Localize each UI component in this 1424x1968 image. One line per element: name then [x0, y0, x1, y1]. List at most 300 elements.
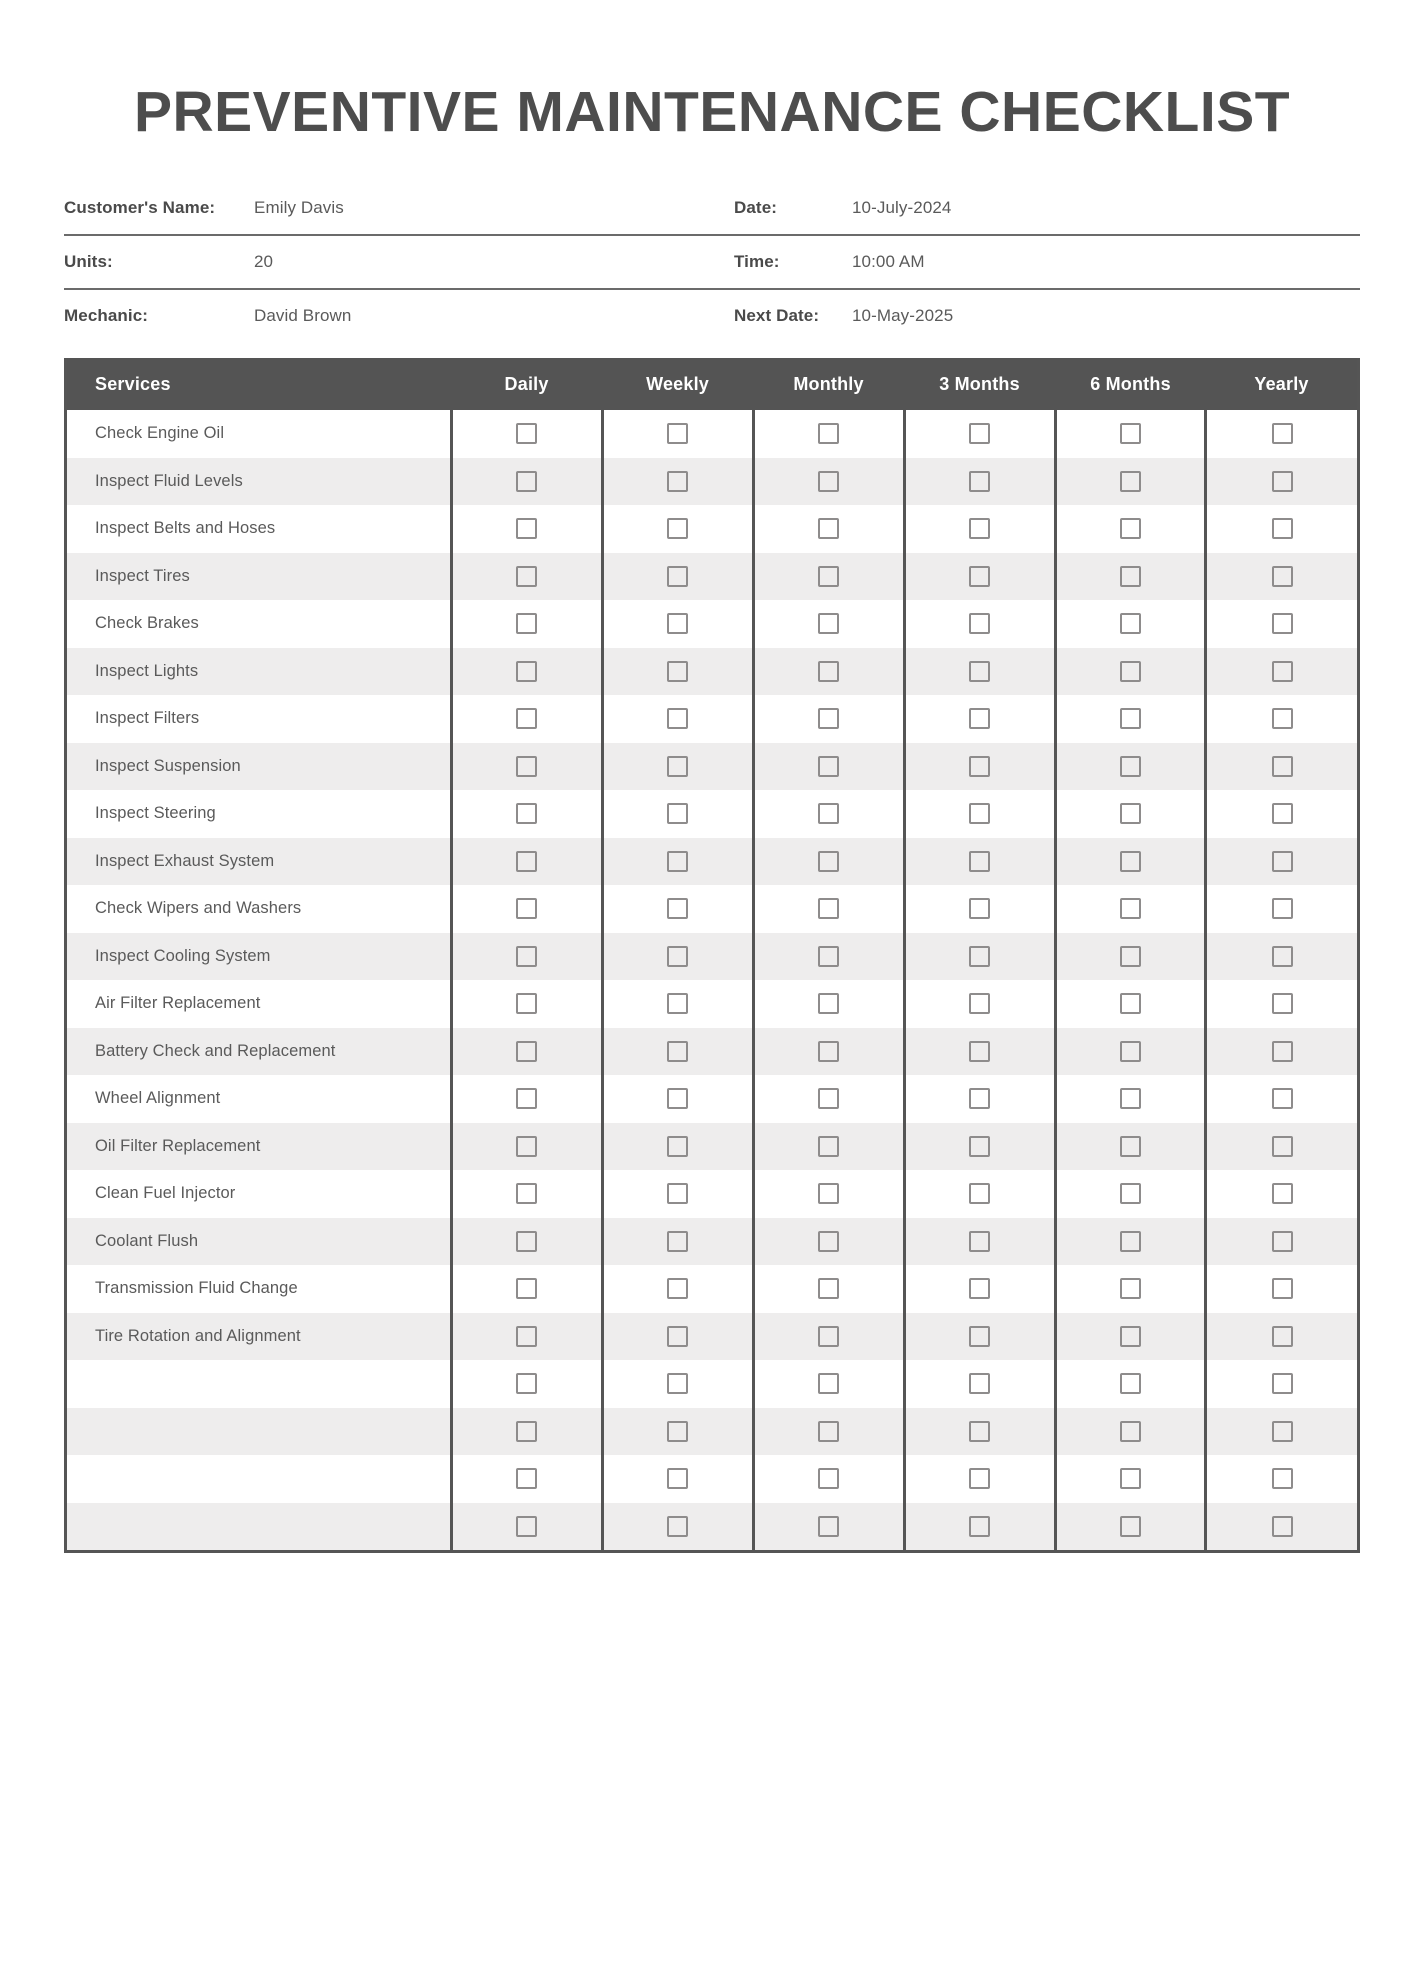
checkbox-cell[interactable] [1055, 1218, 1206, 1266]
checkbox-icon[interactable] [667, 1088, 688, 1109]
checkbox-icon[interactable] [969, 946, 990, 967]
checkbox-cell[interactable] [1055, 1123, 1206, 1171]
checkbox-icon[interactable] [818, 756, 839, 777]
checkbox-cell[interactable] [1055, 933, 1206, 981]
checkbox-cell[interactable] [451, 1360, 602, 1408]
checkbox-icon[interactable] [1120, 756, 1141, 777]
checkbox-cell[interactable] [1055, 1313, 1206, 1361]
checkbox-cell[interactable] [1206, 1170, 1357, 1218]
checkbox-cell[interactable] [602, 600, 753, 648]
checkbox-icon[interactable] [1272, 1183, 1293, 1204]
checkbox-icon[interactable] [969, 1373, 990, 1394]
checkbox-cell[interactable] [753, 1265, 904, 1313]
checkbox-icon[interactable] [969, 661, 990, 682]
checkbox-icon[interactable] [1272, 1421, 1293, 1442]
checkbox-cell[interactable] [602, 1123, 753, 1171]
checkbox-cell[interactable] [451, 695, 602, 743]
checkbox-cell[interactable] [1206, 1408, 1357, 1456]
checkbox-icon[interactable] [516, 423, 537, 444]
checkbox-cell[interactable] [451, 838, 602, 886]
checkbox-cell[interactable] [904, 1170, 1055, 1218]
checkbox-icon[interactable] [969, 898, 990, 919]
checkbox-icon[interactable] [818, 1183, 839, 1204]
checkbox-icon[interactable] [969, 423, 990, 444]
checkbox-icon[interactable] [516, 898, 537, 919]
checkbox-icon[interactable] [667, 1041, 688, 1062]
checkbox-cell[interactable] [602, 1218, 753, 1266]
checkbox-cell[interactable] [753, 695, 904, 743]
checkbox-icon[interactable] [1272, 1136, 1293, 1157]
info-cell-left [64, 252, 734, 272]
checkbox-icon[interactable] [1272, 1516, 1293, 1537]
checkbox-icon[interactable] [1272, 566, 1293, 587]
checkbox-icon[interactable] [667, 1468, 688, 1489]
checkbox-cell[interactable] [1055, 1455, 1206, 1503]
checkbox-cell[interactable] [1206, 790, 1357, 838]
checkbox-cell[interactable] [602, 838, 753, 886]
checkbox-icon[interactable] [667, 708, 688, 729]
checkbox-icon[interactable] [1120, 1326, 1141, 1347]
checkbox-cell[interactable] [904, 600, 1055, 648]
checkbox-icon[interactable] [516, 471, 537, 492]
table-row [67, 1503, 1357, 1551]
checkbox-cell[interactable] [451, 1455, 602, 1503]
checkbox-icon[interactable] [516, 1183, 537, 1204]
checkbox-icon[interactable] [1120, 708, 1141, 729]
checkbox-icon[interactable] [667, 1373, 688, 1394]
checkbox-icon[interactable] [1120, 423, 1141, 444]
checkbox-cell[interactable] [1206, 885, 1357, 933]
checkbox-cell[interactable] [1055, 553, 1206, 601]
checkbox-icon[interactable] [1120, 1516, 1141, 1537]
checkbox-cell[interactable] [753, 648, 904, 696]
checkbox-cell[interactable] [753, 1028, 904, 1076]
checkbox-icon[interactable] [818, 1373, 839, 1394]
checkbox-cell[interactable] [753, 1218, 904, 1266]
checkbox-icon[interactable] [667, 1421, 688, 1442]
service-name-cell: Check Engine Oil [67, 410, 451, 458]
checkbox-icon[interactable] [969, 1041, 990, 1062]
checkbox-icon[interactable] [516, 1373, 537, 1394]
checkbox-cell[interactable] [602, 1455, 753, 1503]
checkbox-icon[interactable] [1120, 1231, 1141, 1252]
checkbox-cell[interactable] [602, 553, 753, 601]
checkbox-cell[interactable] [451, 980, 602, 1028]
checkbox-cell[interactable] [602, 410, 753, 458]
checkbox-icon[interactable] [818, 1278, 839, 1299]
checkbox-icon[interactable] [969, 1088, 990, 1109]
checkbox-icon[interactable] [1120, 1136, 1141, 1157]
checkbox-cell[interactable] [753, 410, 904, 458]
checkbox-cell[interactable] [904, 410, 1055, 458]
checkbox-icon[interactable] [516, 1231, 537, 1252]
checkbox-icon[interactable] [818, 803, 839, 824]
checkbox-icon[interactable] [667, 946, 688, 967]
checkbox-cell[interactable] [1055, 1265, 1206, 1313]
checkbox-cell[interactable] [602, 790, 753, 838]
checkbox-cell[interactable] [451, 743, 602, 791]
checkbox-icon[interactable] [969, 566, 990, 587]
checkbox-cell[interactable] [1206, 1028, 1357, 1076]
checkbox-icon[interactable] [1272, 756, 1293, 777]
checkbox-icon[interactable] [969, 708, 990, 729]
checkbox-icon[interactable] [818, 851, 839, 872]
checkbox-icon[interactable] [516, 1278, 537, 1299]
checkbox-icon[interactable] [969, 518, 990, 539]
checkbox-cell[interactable] [753, 1408, 904, 1456]
checkbox-cell[interactable] [1206, 1075, 1357, 1123]
service-name-cell: Check Wipers and Washers [67, 885, 451, 933]
checkbox-cell[interactable] [451, 1028, 602, 1076]
checkbox-icon[interactable] [516, 1088, 537, 1109]
checkbox-cell[interactable] [753, 600, 904, 648]
checkbox-icon[interactable] [1272, 708, 1293, 729]
checkbox-icon[interactable] [1120, 803, 1141, 824]
checkbox-icon[interactable] [1272, 471, 1293, 492]
checkbox-cell[interactable] [451, 1503, 602, 1551]
checkbox-cell[interactable] [1206, 1313, 1357, 1361]
checkbox-cell[interactable] [753, 933, 904, 981]
checkbox-cell[interactable] [451, 458, 602, 506]
info-value[interactable]: 10-July-2024 [852, 198, 952, 217]
checkbox-cell[interactable] [1055, 1075, 1206, 1123]
checkbox-cell[interactable] [602, 980, 753, 1028]
info-value[interactable]: Emily Davis [254, 198, 344, 217]
checkbox-cell[interactable] [1206, 980, 1357, 1028]
checkbox-cell[interactable] [1206, 1360, 1357, 1408]
checkbox-icon[interactable] [969, 803, 990, 824]
checkbox-cell[interactable] [602, 1028, 753, 1076]
checkbox-cell[interactable] [1206, 838, 1357, 886]
checkbox-icon[interactable] [818, 566, 839, 587]
checkbox-cell[interactable] [1206, 410, 1357, 458]
checkbox-cell[interactable] [1206, 933, 1357, 981]
checkbox-icon[interactable] [1120, 851, 1141, 872]
checkbox-icon[interactable] [1272, 661, 1293, 682]
checkbox-icon[interactable] [818, 1421, 839, 1442]
checkbox-icon[interactable] [818, 1326, 839, 1347]
checkbox-cell[interactable] [602, 1503, 753, 1551]
checkbox-icon[interactable] [516, 803, 537, 824]
checkbox-cell[interactable] [904, 695, 1055, 743]
checkbox-cell[interactable] [602, 933, 753, 981]
checkbox-icon[interactable] [667, 851, 688, 872]
checkbox-icon[interactable] [1120, 1468, 1141, 1489]
checkbox-icon[interactable] [1120, 898, 1141, 919]
checkbox-icon[interactable] [667, 1278, 688, 1299]
checkbox-cell[interactable] [602, 505, 753, 553]
checkbox-cell[interactable] [602, 743, 753, 791]
checkbox-icon[interactable] [667, 803, 688, 824]
checkbox-cell[interactable] [1055, 790, 1206, 838]
info-cell-right [734, 198, 1360, 218]
checkbox-icon[interactable] [969, 1231, 990, 1252]
checkbox-icon[interactable] [818, 423, 839, 444]
checkbox-cell[interactable] [753, 1455, 904, 1503]
checkbox-cell[interactable] [1206, 1218, 1357, 1266]
checkbox-cell[interactable] [1055, 980, 1206, 1028]
checkbox-icon[interactable] [969, 471, 990, 492]
checkbox-cell[interactable] [1206, 1123, 1357, 1171]
checkbox-icon[interactable] [667, 756, 688, 777]
checkbox-cell[interactable] [451, 1123, 602, 1171]
checkbox-icon[interactable] [1272, 1468, 1293, 1489]
checkbox-cell[interactable] [904, 1313, 1055, 1361]
checkbox-icon[interactable] [818, 1136, 839, 1157]
checkbox-cell[interactable] [451, 933, 602, 981]
checkbox-cell[interactable] [1206, 505, 1357, 553]
checkbox-cell[interactable] [753, 1313, 904, 1361]
checkbox-icon[interactable] [516, 993, 537, 1014]
checkbox-icon[interactable] [667, 613, 688, 634]
checkbox-icon[interactable] [818, 898, 839, 919]
checkbox-cell[interactable] [1055, 1408, 1206, 1456]
checkbox-icon[interactable] [1272, 613, 1293, 634]
checkbox-icon[interactable] [1120, 993, 1141, 1014]
checkbox-icon[interactable] [667, 1516, 688, 1537]
checkbox-icon[interactable] [969, 1516, 990, 1537]
checkbox-icon[interactable] [1120, 1088, 1141, 1109]
checkbox-cell[interactable] [753, 1075, 904, 1123]
checkbox-cell[interactable] [602, 1075, 753, 1123]
checkbox-cell[interactable] [1055, 1028, 1206, 1076]
info-value[interactable]: David Brown [254, 306, 352, 325]
info-value[interactable]: 10-May-2025 [852, 306, 954, 325]
checkbox-cell[interactable] [1055, 410, 1206, 458]
checkbox-icon[interactable] [969, 1183, 990, 1204]
checkbox-icon[interactable] [1120, 1421, 1141, 1442]
checkbox-cell[interactable] [904, 1028, 1055, 1076]
checkbox-cell[interactable] [1055, 695, 1206, 743]
checkbox-cell[interactable] [1055, 1503, 1206, 1551]
checkbox-icon[interactable] [667, 1183, 688, 1204]
checkbox-icon[interactable] [516, 1468, 537, 1489]
checkbox-icon[interactable] [516, 1326, 537, 1347]
checkbox-cell[interactable] [1206, 695, 1357, 743]
checkbox-cell[interactable] [904, 933, 1055, 981]
checkbox-icon[interactable] [1120, 613, 1141, 634]
checkbox-cell[interactable] [602, 885, 753, 933]
checkbox-icon[interactable] [516, 851, 537, 872]
checkbox-cell[interactable] [1055, 505, 1206, 553]
checkbox-icon[interactable] [667, 993, 688, 1014]
checkbox-cell[interactable] [904, 1075, 1055, 1123]
checkbox-cell[interactable] [904, 838, 1055, 886]
checkbox-cell[interactable] [451, 885, 602, 933]
checkbox-icon[interactable] [1272, 946, 1293, 967]
checkbox-icon[interactable] [516, 613, 537, 634]
checkbox-icon[interactable] [516, 518, 537, 539]
checkbox-icon[interactable] [1272, 1231, 1293, 1252]
checkbox-icon[interactable] [1272, 423, 1293, 444]
checkbox-icon[interactable] [818, 993, 839, 1014]
checkbox-cell[interactable] [904, 648, 1055, 696]
checkbox-cell[interactable] [451, 648, 602, 696]
checkbox-cell[interactable] [1206, 648, 1357, 696]
info-value[interactable]: 20 [254, 252, 274, 271]
checkbox-icon[interactable] [516, 661, 537, 682]
checkbox-icon[interactable] [818, 518, 839, 539]
checkbox-icon[interactable] [969, 1468, 990, 1489]
checkbox-icon[interactable] [818, 1088, 839, 1109]
checkbox-icon[interactable] [1120, 471, 1141, 492]
checkbox-cell[interactable] [451, 505, 602, 553]
checkbox-icon[interactable] [516, 1136, 537, 1157]
checkbox-cell[interactable] [904, 1503, 1055, 1551]
checkbox-cell[interactable] [1055, 743, 1206, 791]
checkbox-cell[interactable] [904, 1218, 1055, 1266]
checkbox-cell[interactable] [451, 1170, 602, 1218]
checkbox-cell[interactable] [1206, 1455, 1357, 1503]
checkbox-cell[interactable] [904, 885, 1055, 933]
checkbox-cell[interactable] [602, 1408, 753, 1456]
checkbox-cell[interactable] [904, 790, 1055, 838]
checkbox-icon[interactable] [1120, 566, 1141, 587]
checkbox-icon[interactable] [667, 1136, 688, 1157]
checkbox-icon[interactable] [516, 1516, 537, 1537]
checkbox-icon[interactable] [1120, 518, 1141, 539]
checkbox-cell[interactable] [904, 458, 1055, 506]
checkbox-cell[interactable] [753, 743, 904, 791]
checkbox-cell[interactable] [1055, 648, 1206, 696]
checkbox-cell[interactable] [1055, 1360, 1206, 1408]
checkbox-icon[interactable] [818, 661, 839, 682]
checkbox-icon[interactable] [1120, 946, 1141, 967]
checkbox-icon[interactable] [1272, 1373, 1293, 1394]
checkbox-cell[interactable] [904, 980, 1055, 1028]
checkbox-cell[interactable] [1206, 600, 1357, 648]
checkbox-cell[interactable] [753, 1170, 904, 1218]
checkbox-cell[interactable] [1206, 1503, 1357, 1551]
checkbox-cell[interactable] [904, 1455, 1055, 1503]
checkbox-icon[interactable] [516, 708, 537, 729]
checkbox-icon[interactable] [818, 1516, 839, 1537]
checkbox-cell[interactable] [753, 1360, 904, 1408]
checkbox-cell[interactable] [1055, 885, 1206, 933]
checkbox-cell[interactable] [753, 980, 904, 1028]
checkbox-cell[interactable] [904, 505, 1055, 553]
checklist-table-wrapper [64, 358, 1360, 1553]
checkbox-cell[interactable] [753, 1123, 904, 1171]
checkbox-icon[interactable] [667, 566, 688, 587]
checkbox-cell[interactable] [602, 1170, 753, 1218]
checkbox-cell[interactable] [753, 838, 904, 886]
checkbox-icon[interactable] [516, 756, 537, 777]
checkbox-cell[interactable] [1206, 458, 1357, 506]
checkbox-cell[interactable] [753, 1503, 904, 1551]
checkbox-cell[interactable] [1206, 553, 1357, 601]
checkbox-icon[interactable] [667, 898, 688, 919]
checkbox-icon[interactable] [818, 946, 839, 967]
checkbox-icon[interactable] [969, 851, 990, 872]
checkbox-cell[interactable] [1055, 458, 1206, 506]
checkbox-cell[interactable] [451, 1313, 602, 1361]
checkbox-cell[interactable] [602, 695, 753, 743]
checkbox-icon[interactable] [1120, 1373, 1141, 1394]
checkbox-icon[interactable] [1120, 1041, 1141, 1062]
checkbox-cell[interactable] [602, 1360, 753, 1408]
checkbox-icon[interactable] [1272, 803, 1293, 824]
checkbox-icon[interactable] [1120, 661, 1141, 682]
checkbox-icon[interactable] [1120, 1278, 1141, 1299]
info-value[interactable]: 10:00 AM [852, 252, 925, 271]
checkbox-icon[interactable] [969, 1421, 990, 1442]
checkbox-cell[interactable] [1055, 838, 1206, 886]
checkbox-cell[interactable] [451, 1075, 602, 1123]
checkbox-icon[interactable] [969, 993, 990, 1014]
checkbox-icon[interactable] [516, 946, 537, 967]
checkbox-icon[interactable] [818, 708, 839, 729]
checkbox-cell[interactable] [904, 1265, 1055, 1313]
checkbox-cell[interactable] [602, 1265, 753, 1313]
checkbox-icon[interactable] [969, 1278, 990, 1299]
checkbox-cell[interactable] [451, 553, 602, 601]
checkbox-cell[interactable] [904, 1360, 1055, 1408]
checkbox-cell[interactable] [753, 505, 904, 553]
checkbox-cell[interactable] [753, 885, 904, 933]
checkbox-icon[interactable] [1272, 1041, 1293, 1062]
checkbox-cell[interactable] [451, 790, 602, 838]
checkbox-icon[interactable] [667, 471, 688, 492]
checkbox-icon[interactable] [516, 1041, 537, 1062]
checkbox-icon[interactable] [667, 1326, 688, 1347]
checkbox-cell[interactable] [753, 458, 904, 506]
checkbox-cell[interactable] [753, 790, 904, 838]
checkbox-icon[interactable] [1272, 1326, 1293, 1347]
checkbox-icon[interactable] [1272, 898, 1293, 919]
checkbox-cell[interactable] [602, 648, 753, 696]
checkbox-icon[interactable] [969, 756, 990, 777]
checkbox-cell[interactable] [1206, 743, 1357, 791]
checkbox-cell[interactable] [1055, 600, 1206, 648]
checkbox-icon[interactable] [1120, 1183, 1141, 1204]
checkbox-cell[interactable] [451, 600, 602, 648]
checkbox-cell[interactable] [451, 1408, 602, 1456]
checkbox-icon[interactable] [1272, 851, 1293, 872]
checkbox-icon[interactable] [818, 1231, 839, 1252]
checkbox-cell[interactable] [904, 1123, 1055, 1171]
checkbox-cell[interactable] [602, 458, 753, 506]
checkbox-icon[interactable] [1272, 1278, 1293, 1299]
checkbox-icon[interactable] [969, 1326, 990, 1347]
checkbox-icon[interactable] [667, 661, 688, 682]
checkbox-icon[interactable] [818, 613, 839, 634]
checkbox-icon[interactable] [1272, 993, 1293, 1014]
checkbox-icon[interactable] [516, 566, 537, 587]
checkbox-icon[interactable] [818, 1041, 839, 1062]
checkbox-icon[interactable] [969, 613, 990, 634]
checkbox-cell[interactable] [904, 1408, 1055, 1456]
checkbox-cell[interactable] [904, 553, 1055, 601]
checkbox-icon[interactable] [1272, 1088, 1293, 1109]
checkbox-cell[interactable] [451, 410, 602, 458]
checkbox-icon[interactable] [818, 1468, 839, 1489]
checkbox-icon[interactable] [818, 471, 839, 492]
checkbox-cell[interactable] [451, 1218, 602, 1266]
checkbox-icon[interactable] [667, 518, 688, 539]
checkbox-icon[interactable] [1272, 518, 1293, 539]
checkbox-icon[interactable] [516, 1421, 537, 1442]
checkbox-cell[interactable] [753, 553, 904, 601]
checkbox-icon[interactable] [667, 1231, 688, 1252]
checkbox-cell[interactable] [602, 1313, 753, 1361]
checkbox-cell[interactable] [1206, 1265, 1357, 1313]
checkbox-icon[interactable] [969, 1136, 990, 1157]
checkbox-icon[interactable] [667, 423, 688, 444]
checkbox-cell[interactable] [451, 1265, 602, 1313]
checkbox-cell[interactable] [904, 743, 1055, 791]
checkbox-cell[interactable] [1055, 1170, 1206, 1218]
